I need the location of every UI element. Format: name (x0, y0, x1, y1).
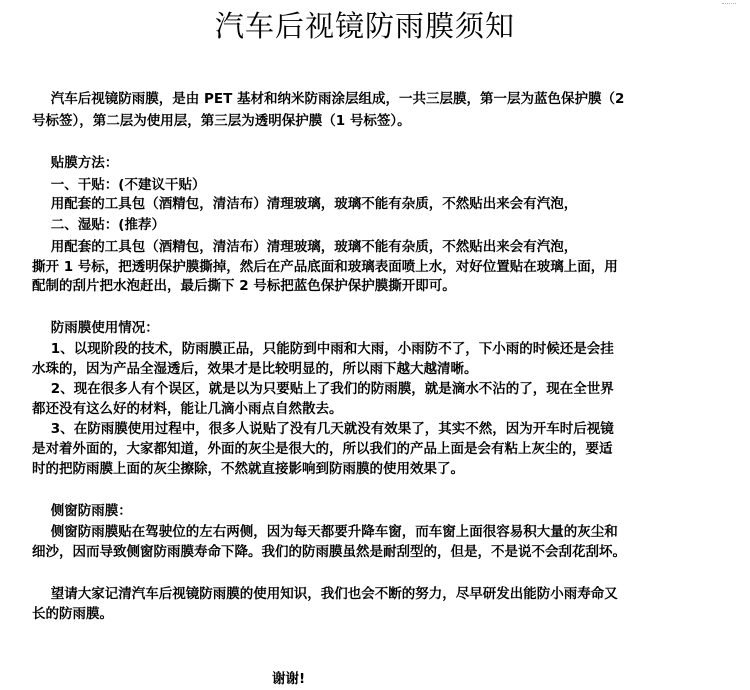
closing-line-2: 长的防雨膜。 (32, 606, 113, 622)
intro-line-1: 汽车后视镜防雨膜，是由 PET 基材和纳米防雨涂层组成，一共三层膜，第一层为蓝色保护膜（2 (32, 91, 625, 107)
usage-heading: 防雨膜使用情况： (32, 320, 159, 336)
method-heading: 贴膜方法： (32, 155, 119, 171)
closing-line-1: 望请大家记清汽车后视镜防雨膜的使用知识，我们也会不断的努力，尽早研发出能防小雨寿命又 (32, 586, 618, 602)
wet-method-body-1: 用配套的工具包（酒精包，清洁布）清理玻璃，玻璃不能有杂质，不然贴出来会有汽泡， (32, 239, 578, 255)
usage-item-2-line-2: 都还没有这么好的材料，能让几滴小雨点自然散去。 (32, 401, 343, 417)
usage-item-3-line-1: 3、在防雨膜使用过程中，很多人说贴了没有几天就没有效果了，其实不然，因为开车时后视镜 (32, 421, 614, 437)
intro-line-2: 号标签），第二层为使用层，第三层为透明保护膜（1 号标签）。 (32, 113, 411, 129)
side-window-heading: 侧窗防雨膜： (32, 503, 132, 519)
dry-method-label: 一、干贴：(不建议干贴） (32, 177, 206, 193)
thanks-text: 谢谢! (272, 671, 306, 687)
usage-item-3-line-2: 是对着外面的，大家都知道，外面的灰尘是很大的，所以我们的产品上面是会有粘上灰尘的，要适 (32, 441, 613, 457)
document-title: 汽车后视镜防雨膜须知 (214, 9, 515, 43)
wet-method-body-3: 配制的刮片把水泡赶出，最后撕下 2 号标把蓝色保护保护膜撕开即可。 (32, 278, 456, 294)
dry-method-body: 用配套的工具包（酒精包，清洁布）清理玻璃，玻璃不能有杂质，不然贴出来会有汽泡， (32, 196, 578, 212)
usage-item-1-line-1: 1、以现阶段的技术，防雨膜正品，只能防到中雨和大雨，小雨防不了，下小雨的时候还是会挂 (32, 341, 614, 357)
usage-item-3-line-3: 时的把防雨膜上面的灰尘擦除，不然就直接影响到防雨膜的使用效果了。 (32, 461, 464, 477)
side-window-line-1: 侧窗防雨膜贴在驾驶位的左右两侧，因为每天都要升降车窗，而车窗上面很容易积大量的灰尘和 (32, 524, 618, 540)
usage-item-1-line-2: 水珠的，因为产品全湿透后，效果才是比较明显的，所以雨下越大越清晰。 (32, 361, 478, 377)
usage-item-2-line-1: 2、现在很多人有个误区，就是以为只要贴上了我们的防雨膜，就是滴水不沾的了，现在全世界 (32, 381, 614, 397)
side-window-line-2: 细沙，因而导致侧窗防雨膜寿命下降。我们的防雨膜虽然是耐刮型的，但是，不是说不会刮花刮坏。 (32, 544, 626, 560)
wet-method-body-2: 撕开 1 号标，把透明保护膜撕掉，然后在产品底面和玻璃表面喷上水，对好位置贴在玻璃上面，用 (32, 259, 618, 275)
wet-method-label: 二、湿贴：(推荐） (32, 217, 165, 233)
